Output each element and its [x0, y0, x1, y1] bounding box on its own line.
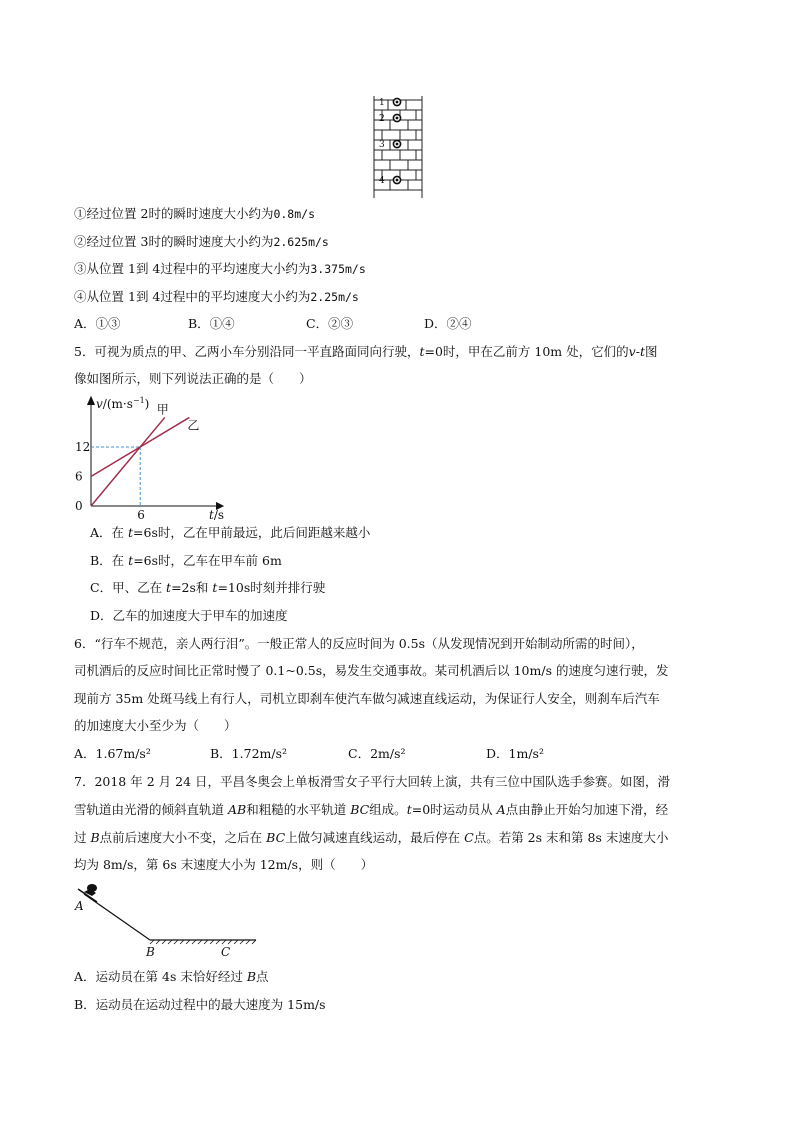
q4-option-d[interactable]: D．②④ — [424, 316, 472, 331]
q5-option-a[interactable]: A．在 t=6s时，乙在甲前最远，此后间距越来越小 — [90, 525, 371, 540]
x-axis-label: t/s — [209, 508, 225, 520]
x-tick-6: 6 — [137, 508, 145, 520]
q7-stem-line-2: 雪轨道由光滑的倾斜直轨道 AB和粗糙的水平轨道 BC组成。t=0时运动员从 A点由静止开始匀加速下滑，经 — [74, 802, 669, 817]
y-axis-label: $v/(m\cdot s^{-1})$ — [96, 396, 150, 411]
q6-stem-line-3: 现前方 35m 处斑马线上有行人，司机立即刹车使汽车做匀减速直线运动，为保证行人安全，则刹车后汽车 — [74, 691, 660, 706]
q6-stem-line-2: 司机酒后的反应时间比正常时慢了 0.1~0.5s，易发生交通事故。某司机酒后以 10m/s 的速度匀速行驶，发 — [74, 663, 669, 678]
series-line-jia — [91, 417, 165, 506]
q4-statement-4: ④从位置 1到 4过程中的平均速度大小约为2.25m/s — [74, 289, 359, 304]
strobe-label-2: 2 — [379, 114, 385, 124]
q5-option-c[interactable]: C．甲、乙在 t=2s和 t=10s时刻并排行驶 — [90, 580, 326, 595]
q6-option-c[interactable]: C．2m/s² — [348, 746, 406, 761]
q4-statement-2: ②经过位置 3时的瞬时速度大小约为2.625m/s — [74, 234, 329, 249]
series-label-yi: 乙 — [187, 418, 200, 433]
q4-statement-3: ③从位置 1到 4过程中的平均速度大小约为3.375m/s — [74, 261, 366, 276]
q5-stem-line-2: 像如图所示，则下列说法正确的是（ ） — [74, 371, 312, 386]
y-axis-arrow — [88, 397, 95, 405]
y-tick-0: 0 — [75, 499, 83, 513]
q6-stem-line-4: 的加速度大小至少为（ ） — [74, 718, 237, 733]
slope-ab — [84, 894, 150, 940]
q6-stem-line-1: 6．“行车不规范，亲人两行泪”。一般正常人的反应时间为 0.5s（从发现情况到开始制动所需的时间）， — [74, 636, 644, 651]
q5-option-d[interactable]: D．乙车的加速度大于甲车的加速度 — [90, 608, 288, 623]
point-c-label: C — [221, 945, 231, 959]
strobe-label-1: 1 — [379, 98, 385, 108]
q7-stem-line-1: 7．2018 年 2 月 24 日，平昌冬奥会上单板滑雪女子平行大回转上演，共有三位中国队选手参赛。如图，滑 — [74, 774, 670, 789]
q4-option-a[interactable]: A．①③ — [74, 316, 121, 331]
q4-option-c[interactable]: C．②③ — [306, 316, 354, 331]
q4-option-b[interactable]: B．①④ — [188, 316, 235, 331]
q7-option-b[interactable]: B．运动员在运动过程中的最大速度为 15m/s — [74, 997, 326, 1012]
q6-option-a[interactable]: A．1.67m/s² — [74, 746, 151, 761]
series-label-jia: 甲 — [156, 402, 169, 417]
q7-option-a[interactable]: A．运动员在第 4s 末恰好经过 B点 — [74, 969, 269, 984]
q7-stem-line-4: 均为 8m/s，第 6s 末速度大小为 12m/s，则（ ） — [74, 857, 374, 872]
q7-stem-line-3: 过 B点前后速度大小不变，之后在 BC上做匀减速直线运动，最后停在 C点。若第 2s 末和第 8s 末速度大小 — [74, 830, 669, 845]
strobe-label-4: 4 — [379, 176, 385, 186]
q4-statement-1: ①经过位置 2时的瞬时速度大小约为0.8m/s — [74, 206, 315, 221]
ski-track-figure — [70, 880, 270, 962]
q5-option-b[interactable]: B．在 t=6s时，乙车在甲车前 6m — [90, 553, 282, 568]
q5-stem-line-1: 5．可视为质点的甲、乙两小车分别沿同一平直路面同向行驶，t=0时，甲在乙前方 10m 处，它们的v-t图 — [74, 344, 658, 359]
y-tick-12: 12 — [75, 439, 91, 454]
vt-chart — [72, 392, 232, 520]
point-a-label: A — [75, 899, 84, 913]
q6-option-b[interactable]: B．1.72m/s² — [210, 746, 288, 761]
q6-option-d[interactable]: D．1m/s² — [486, 746, 544, 761]
strobe-figure — [370, 94, 426, 200]
strobe-label-3: 3 — [379, 140, 385, 150]
point-b-label: B — [146, 945, 155, 959]
y-tick-6: 6 — [75, 469, 83, 484]
